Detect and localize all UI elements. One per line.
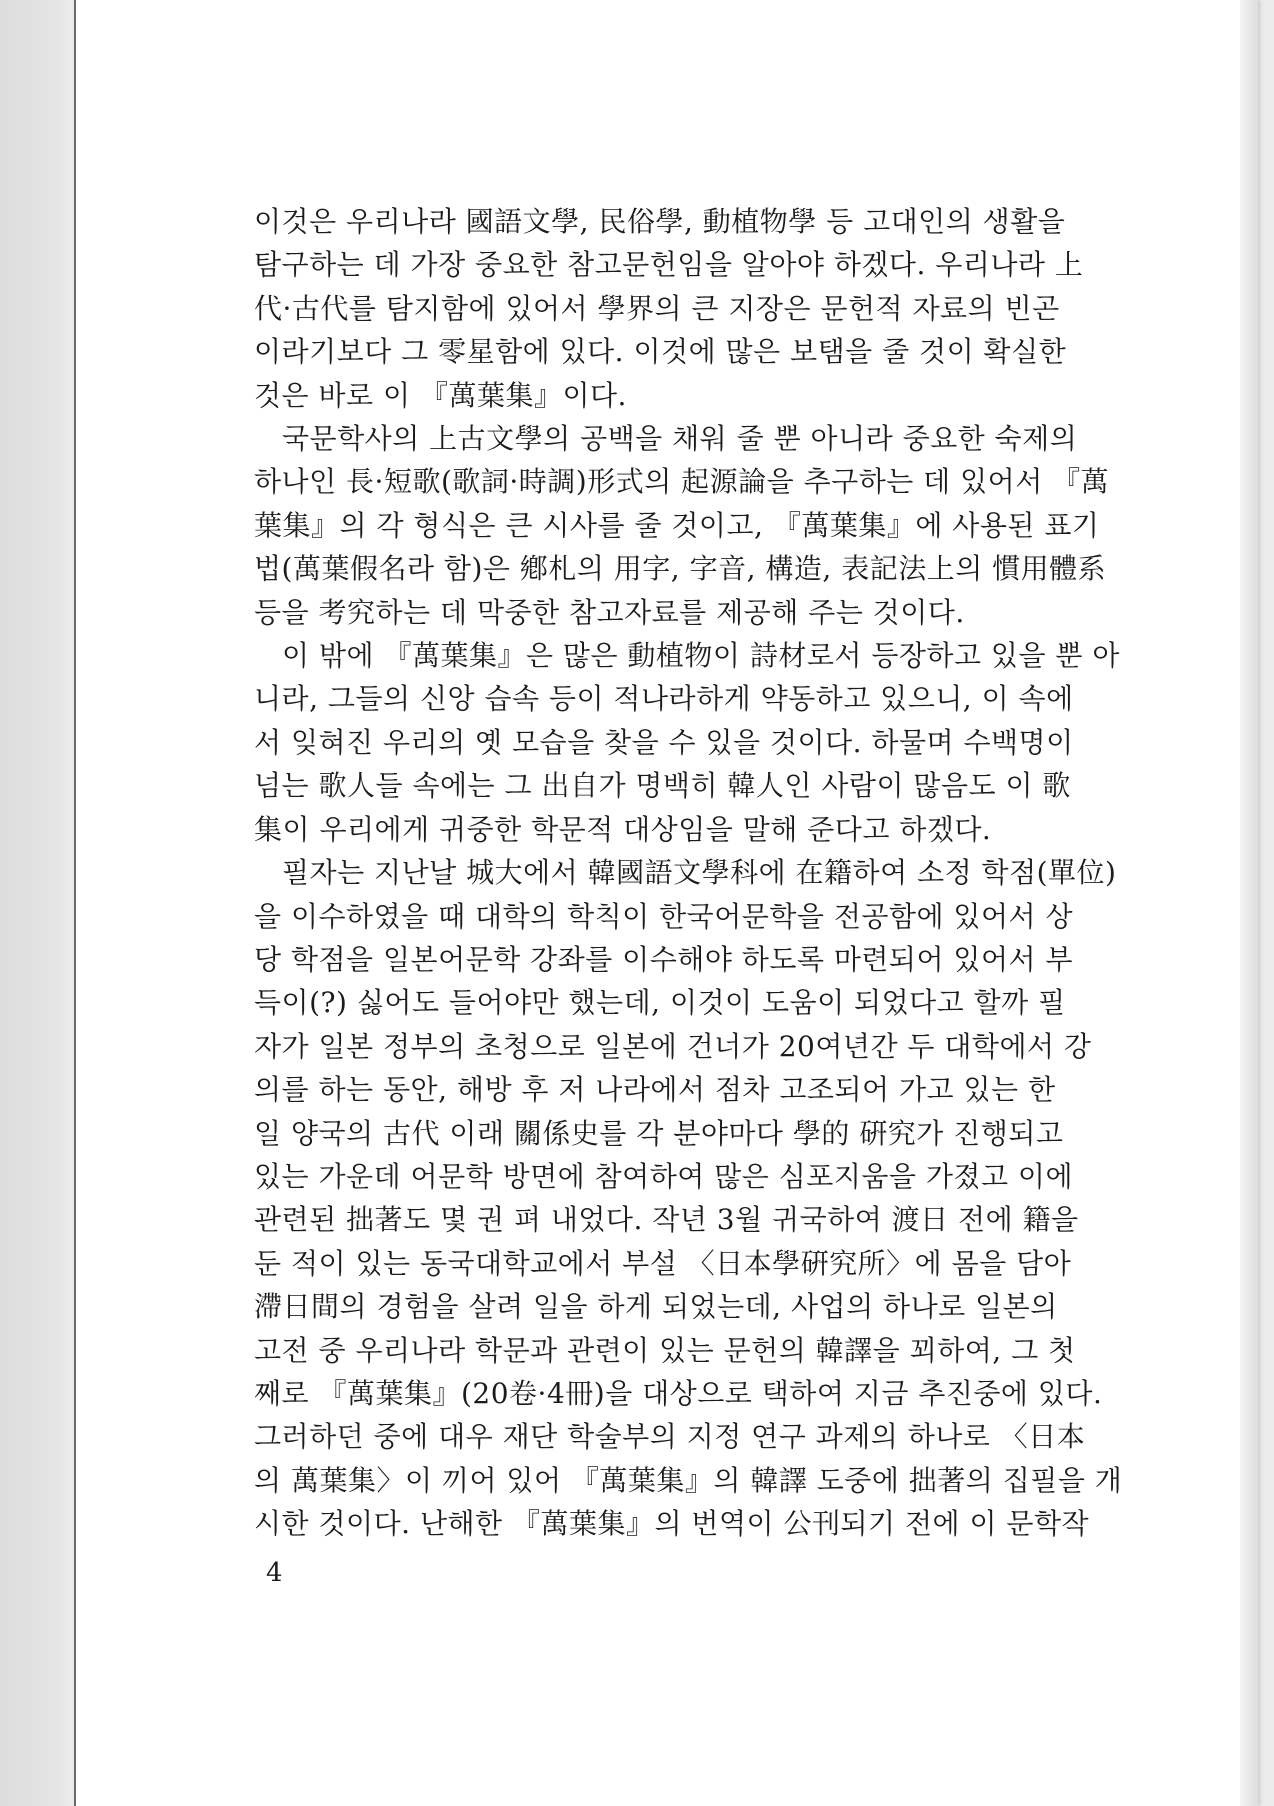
- text-line: 葉集』의 각 형식은 큰 시사를 줄 것이고, 『萬葉集』에 사용된 표기: [254, 508, 1100, 542]
- text-line: 의를 하는 동안, 해방 후 저 나라에서 점차 고조되어 가고 있는 한: [254, 1073, 1056, 1107]
- text-line: 자가 일본 정부의 초청으로 일본에 건너가 20여년간 두 대학에서 강: [254, 1029, 1092, 1063]
- body-text: [254, 200, 1160, 1546]
- text-line: 있는 가운데 어문학 방면에 참여하여 많은 심포지움을 가졌고 이에: [254, 1159, 1074, 1193]
- text-line: 필자는 지난날 城大에서 韓國語文學科에 在籍하여 소정 학점(單位): [282, 856, 1117, 890]
- paragraph-3: [254, 634, 1160, 851]
- text-line: 법(萬葉假名라 함)은 鄕札의 用字, 字音, 構造, 表記法上의 慣用體系: [254, 552, 1107, 586]
- text-line: 集이 우리에게 귀중한 학문적 대상임을 말해 준다고 하겠다.: [254, 812, 992, 846]
- page-number: 4: [266, 1558, 283, 1588]
- text-line: 서 잊혀진 우리의 옛 모습을 찾을 수 있을 것이다. 하물며 수백명이: [254, 725, 1074, 759]
- text-line: 둔 적이 있는 동국대학교에서 부설 〈日本學硏究所〉에 몸을 담아: [254, 1246, 1072, 1280]
- text-line: 이라기보다 그 零星함에 있다. 이것에 많은 보탬을 줄 것이 확실한: [254, 335, 1067, 369]
- text-line: 의 萬葉集〉이 끼어 있어 『萬葉集』의 韓譯 도중에 拙著의 집필을 개: [254, 1463, 1123, 1497]
- text-line: 이 밖에 『萬葉集』은 많은 動植物이 詩材로서 등장하고 있을 뿐 아: [282, 639, 1120, 673]
- text-line: 일 양국의 古代 이래 關係史를 각 분야마다 學的 硏究가 진행되고: [254, 1116, 1064, 1150]
- text-line: 등을 考究하는 데 막중한 참고자료를 제공해 주는 것이다.: [254, 595, 965, 629]
- text-line: 탐구하는 데 가장 중요한 참고문헌임을 알아야 하겠다. 우리나라 上: [254, 248, 1084, 282]
- text-line: 째로 『萬葉集』(20卷·4冊)을 대상으로 택하여 지금 추진중에 있다.: [254, 1376, 1103, 1410]
- text-line: 하나인 長·短歌(歌詞·時調)形式의 起源論을 추구하는 데 있어서 『萬: [254, 465, 1110, 499]
- paragraph-1: [254, 200, 1160, 417]
- text-line: 니라, 그들의 신앙 습속 등이 적나라하게 약동하고 있으니, 이 속에: [254, 682, 1074, 716]
- text-line: 고전 중 우리나라 학문과 관련이 있는 문헌의 韓譯을 꾀하여, 그 첫: [254, 1333, 1076, 1367]
- paragraph-2: [254, 417, 1160, 634]
- text-line: 관련된 拙著도 몇 권 펴 내었다. 작년 3월 귀국하여 渡日 전에 籍을: [254, 1203, 1079, 1237]
- text-line: 代·古代를 탐지함에 있어서 學界의 큰 지장은 문헌적 자료의 빈곤: [254, 291, 1060, 325]
- text-line: 滯日間의 경험을 살려 일을 하게 되었는데, 사업의 하나로 일본의: [254, 1290, 1058, 1324]
- text-line: 그러하던 중에 대우 재단 학술부의 지정 연구 과제의 하나로 〈日本: [254, 1420, 1086, 1454]
- page-edge-shadow: [1240, 0, 1258, 1806]
- text-line: 시한 것이다. 난해한 『萬葉集』의 번역이 公刊되기 전에 이 문학작: [254, 1507, 1090, 1541]
- text-line: 을 이수하였을 때 대학의 학칙이 한국어문학을 전공함에 있어서 상: [254, 899, 1074, 933]
- text-line: 이것은 우리나라 國語文學, 民俗學, 動植物學 등 고대인의 생활을: [254, 205, 1066, 238]
- book-page: [74, 0, 1258, 1806]
- text-line: 넘는 歌人들 속에는 그 出自가 명백히 韓人인 사람이 많음도 이 歌: [254, 769, 1071, 803]
- paragraph-4: [254, 851, 1160, 1546]
- text-line: 것은 바로 이 『萬葉集』이다.: [254, 378, 627, 412]
- text-line: 국문학사의 上古文學의 공백을 채워 줄 뿐 아니라 중요한 숙제의: [282, 422, 1078, 456]
- text-line: 당 학점을 일본어문학 강좌를 이수해야 하도록 마련되어 있어서 부: [254, 942, 1074, 976]
- text-line: 득이(?) 싫어도 들어야만 했는데, 이것이 도움이 되었다고 할까 필: [254, 986, 1066, 1020]
